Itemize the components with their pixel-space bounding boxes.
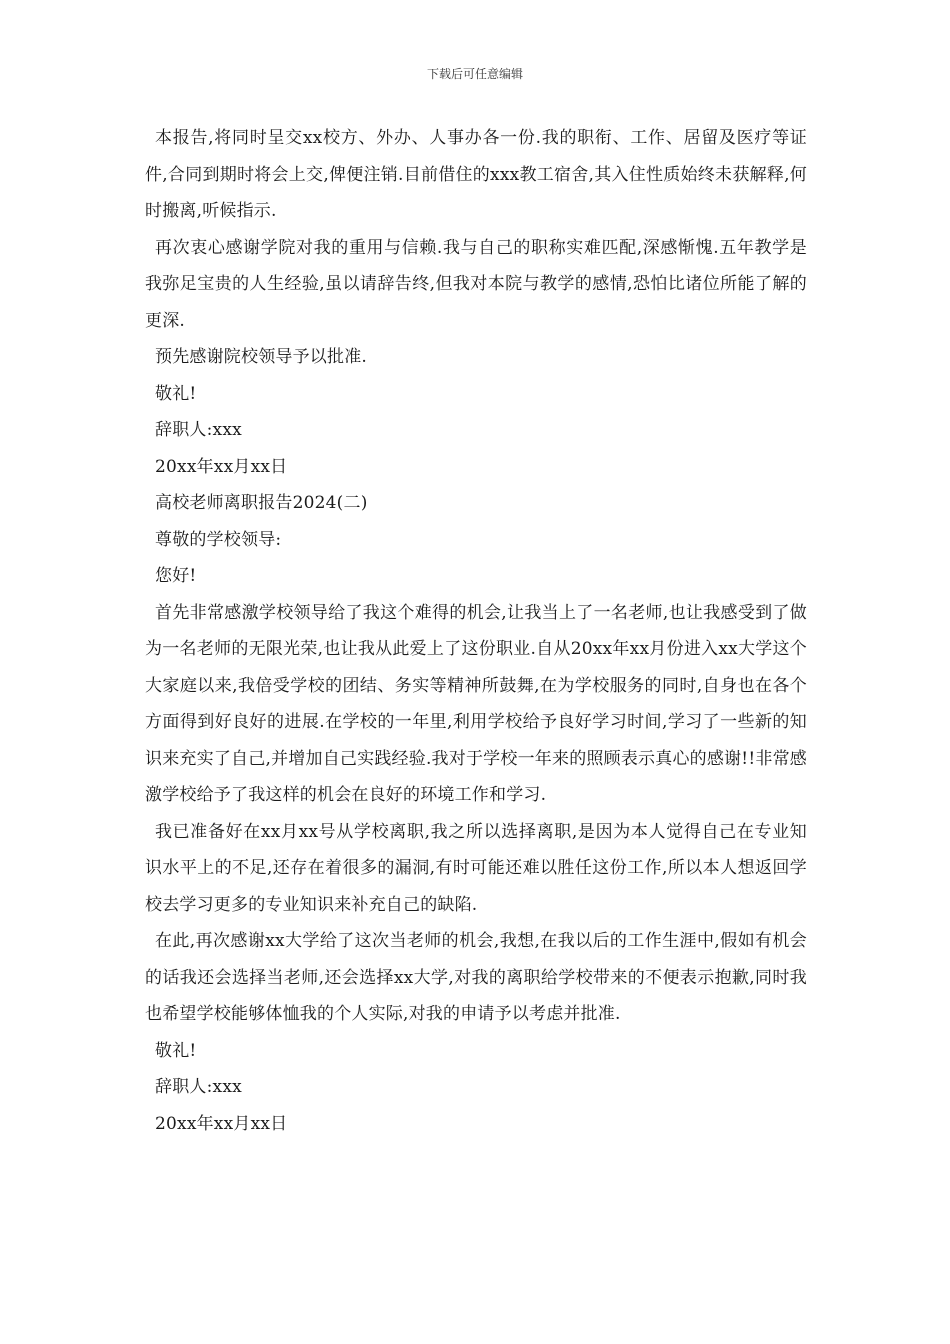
closing-salute-2: 敬礼! — [155, 1040, 197, 1061]
paragraph-thanks: 再次衷心感谢学院对我的重用与信赖.我与自己的职称实难匹配,深感惭愧.五年教学是我弥足宝贵的人生经验,虽以请辞告终,但我对本院与教学的感情,恐怕比诸位所能了解的更深. — [145, 237, 807, 331]
signature-line: 辞职人:xxx — [155, 420, 242, 440]
document-body — [145, 120, 807, 1142]
page-header-note: 下载后可任意编辑 — [426, 67, 523, 81]
date-line-2: 20xx年xx月xx日 — [155, 1113, 288, 1134]
signature-line-2: 辞职人:xxx — [155, 1077, 242, 1097]
salutation: 尊敬的学校领导: — [155, 529, 282, 550]
closing-salute: 敬礼! — [155, 383, 197, 404]
paragraph-report-copies: 本报告,将同时呈交xx校方、外办、人事办各一份.我的职衔、工作、居留及医疗等证件,合同到期时将会上交,俾便注销.目前借住的xxx教工宿舍,其入住性质始终未获解释,何时搬离,听候指示. — [145, 128, 807, 221]
paragraph-apology: 在此,再次感谢xx大学给了这次当老师的机会,我想,在我以后的工作生涯中,假如有机会的话我还会选择当老师,还会选择xx大学,对我的离职给学校带来的不便表示抱歉,同时我也希望学校能够体恤我的个人实际,对我的申请予以考虑并批准. — [145, 931, 807, 1024]
paragraph-approval-thanks: 预先感谢院校领导予以批准. — [155, 347, 368, 367]
paragraph-gratitude: 首先非常感激学校领导给了我这个难得的机会,让我当上了一名老师,也让我感受到了做为一名老师的无限光荣,也让我从此爱上了这份职业.自从20xx年xx月份进入xx大学这个大家庭以来,我倍受学校的团结、务实等精神所鼓舞,在为学校服务的同时,自身也在各个方面得到好良好的进展.在学校的一年里,利用学校给予良好学习时间,学习了一些新的知识来充实了自己,并增加自己实践经验.我对于学校一年来的照顾表示真心的感谢!!非常感激学校给予了我这样的机会在良好的环境工作和学习. — [145, 602, 807, 805]
date-line: 20xx年xx月xx日 — [155, 456, 288, 477]
greeting: 您好! — [155, 566, 197, 586]
section-title: 高校老师离职报告2024(二) — [155, 493, 368, 513]
paragraph-resignation-reason: 我已准备好在xx月xx号从学校离职,我之所以选择离职,是因为本人觉得自己在专业知识水平上的不足,还存在着很多的漏洞,有时可能还难以胜任这份工作,所以本人想返回学校去学习更多的专业知识来补充自己的缺陷. — [145, 821, 807, 915]
